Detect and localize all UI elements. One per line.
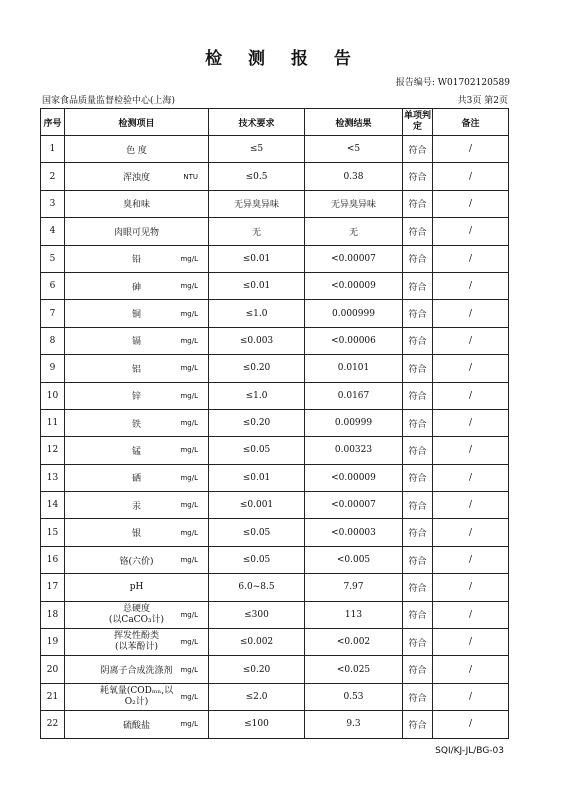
judgement-cell: 符合 <box>403 711 433 738</box>
item-unit: mg/L <box>180 528 198 537</box>
item-name <box>132 334 141 347</box>
table-row <box>41 382 509 409</box>
result-cell: 7.97 <box>305 574 403 601</box>
item-name-line: 铬(六价) <box>119 556 154 567</box>
result-cell: <0.025 <box>305 656 403 683</box>
judgement-cell: 符合 <box>403 519 433 546</box>
item-name-line: 锰 <box>131 446 141 457</box>
table-row <box>41 190 509 217</box>
judgement-cell: 符合 <box>403 355 433 382</box>
requirement-cell: ≤0.002 <box>209 629 305 656</box>
table-row <box>41 437 509 464</box>
row-number: 13 <box>41 464 65 491</box>
item-name <box>123 197 150 210</box>
result-cell: <0.00009 <box>305 464 403 491</box>
judgement-cell: 符合 <box>403 272 433 299</box>
item-name <box>130 582 144 592</box>
table-row <box>41 136 509 163</box>
table-row <box>41 546 509 573</box>
item-unit: mg/L <box>180 665 198 674</box>
item-name-line: 砷 <box>131 282 141 293</box>
header-item: 检测项目 <box>65 109 209 136</box>
page-info: 共3页 第2页 <box>457 96 508 106</box>
result-cell: 无异臭异味 <box>305 190 403 217</box>
result-cell: 0.0167 <box>305 382 403 409</box>
table-row <box>41 683 509 710</box>
header-result: 检测结果 <box>305 109 403 136</box>
row-number: 22 <box>41 711 65 738</box>
requirement-cell: ≤0.20 <box>209 355 305 382</box>
note-cell: / <box>433 683 509 710</box>
note-cell: / <box>433 409 509 436</box>
item-name-cell <box>65 218 209 245</box>
note-cell: / <box>433 574 509 601</box>
judgement-cell: 符合 <box>403 683 433 710</box>
item-unit: mg/L <box>180 391 198 400</box>
item-name-line-2: O₂计) <box>124 697 149 707</box>
item-name-cell <box>65 656 209 683</box>
header-requirement: 技术要求 <box>209 109 305 136</box>
result-cell: 0.53 <box>305 683 403 710</box>
requirement-cell: ≤100 <box>209 711 305 738</box>
result-cell: <0.00007 <box>305 492 403 519</box>
item-unit: NTU <box>183 172 198 181</box>
result-cell: 0.38 <box>305 163 403 190</box>
requirement-cell: ≤0.01 <box>209 272 305 299</box>
requirement-cell: 无异臭异味 <box>209 190 305 217</box>
item-name <box>132 417 141 430</box>
requirement-cell: ≤0.20 <box>209 656 305 683</box>
row-number: 15 <box>41 519 65 546</box>
item-name-line: 色 度 <box>126 145 147 156</box>
header-no: 序号 <box>41 109 65 136</box>
row-number: 2 <box>41 163 65 190</box>
table-row <box>41 245 509 272</box>
item-name-cell <box>65 245 209 272</box>
note-cell: / <box>433 656 509 683</box>
requirement-cell: ≤0.001 <box>209 492 305 519</box>
item-name <box>114 631 159 653</box>
row-number: 1 <box>41 136 65 163</box>
item-unit: mg/L <box>180 720 198 729</box>
result-cell: <0.002 <box>305 629 403 656</box>
organization-name: 国家食品质量监督检验中心(上海) <box>42 96 176 106</box>
item-name <box>100 663 172 676</box>
item-name-cell <box>65 355 209 382</box>
item-name-line: 银 <box>131 529 141 540</box>
report-number: 报告编号: W01702120589 <box>395 78 510 88</box>
requirement-cell: ≤0.05 <box>209 546 305 573</box>
table-row <box>41 409 509 436</box>
item-name-line: pH <box>129 582 144 593</box>
result-cell: 0.000999 <box>305 300 403 327</box>
table-row <box>41 163 509 190</box>
item-name-cell <box>65 464 209 491</box>
requirement-cell: ≤0.01 <box>209 245 305 272</box>
item-name-cell <box>65 437 209 464</box>
requirement-cell: ≤0.20 <box>209 409 305 436</box>
note-cell: / <box>433 163 509 190</box>
note-cell: / <box>433 546 509 573</box>
item-unit: mg/L <box>180 446 198 455</box>
item-unit: mg/L <box>180 638 198 647</box>
result-cell: <0.00003 <box>305 519 403 546</box>
item-unit: mg/L <box>180 419 198 428</box>
item-name <box>132 471 141 484</box>
requirement-cell: ≤0.003 <box>209 327 305 354</box>
item-unit: mg/L <box>180 282 198 291</box>
item-name <box>114 225 159 238</box>
result-cell: <5 <box>305 136 403 163</box>
note-cell: / <box>433 711 509 738</box>
item-name-cell <box>65 409 209 436</box>
requirement-cell: ≤1.0 <box>209 382 305 409</box>
row-number: 4 <box>41 218 65 245</box>
item-name-cell <box>65 327 209 354</box>
result-cell: 0.0101 <box>305 355 403 382</box>
note-cell: / <box>433 601 509 628</box>
note-cell: / <box>433 272 509 299</box>
note-cell: / <box>433 629 509 656</box>
table-row <box>41 629 509 656</box>
table-row <box>41 601 509 628</box>
table-row <box>41 272 509 299</box>
judgement-cell: 符合 <box>403 492 433 519</box>
item-unit: mg/L <box>180 693 198 701</box>
result-cell: 113 <box>305 601 403 628</box>
judgement-cell: 符合 <box>403 218 433 245</box>
item-unit: mg/L <box>180 556 198 565</box>
row-number: 17 <box>41 574 65 601</box>
row-number: 14 <box>41 492 65 519</box>
note-cell: / <box>433 519 509 546</box>
row-number: 21 <box>41 683 65 710</box>
requirement-cell: ≤0.05 <box>209 519 305 546</box>
item-name-line: 铅 <box>131 255 141 266</box>
row-number: 6 <box>41 272 65 299</box>
item-name-cell <box>65 546 209 573</box>
requirement-cell: ≤1.0 <box>209 300 305 327</box>
judgement-cell: 符合 <box>403 245 433 272</box>
item-name-line: 硒 <box>131 474 141 485</box>
header-judgement: 单项判定 <box>403 109 433 136</box>
result-cell: <0.00006 <box>305 327 403 354</box>
table-row <box>41 327 509 354</box>
item-name-line: 臭和味 <box>122 200 150 211</box>
item-name-line: 锌 <box>131 392 141 403</box>
note-cell: / <box>433 300 509 327</box>
note-cell: / <box>433 382 509 409</box>
item-unit: mg/L <box>180 610 198 619</box>
result-cell: <0.00009 <box>305 272 403 299</box>
result-cell: 0.00999 <box>305 409 403 436</box>
item-name <box>119 554 153 567</box>
judgement-cell: 符合 <box>403 409 433 436</box>
note-cell: / <box>433 464 509 491</box>
table-row <box>41 355 509 382</box>
table-row <box>41 464 509 491</box>
row-number: 5 <box>41 245 65 272</box>
header-note: 备注 <box>433 109 509 136</box>
item-name <box>100 686 173 708</box>
item-name <box>132 526 141 539</box>
item-name-cell <box>65 629 209 656</box>
requirement-cell: ≤5 <box>209 136 305 163</box>
requirement-cell: 6.0~8.5 <box>209 574 305 601</box>
table-row <box>41 492 509 519</box>
item-name-cell <box>65 272 209 299</box>
judgement-cell: 符合 <box>403 136 433 163</box>
item-name <box>132 499 141 512</box>
item-unit: mg/L <box>180 364 198 373</box>
requirement-cell: 无 <box>209 218 305 245</box>
item-unit: mg/L <box>180 254 198 263</box>
item-unit: mg/L <box>180 336 198 345</box>
note-cell: / <box>433 136 509 163</box>
item-name <box>132 389 141 402</box>
results-table <box>40 108 509 739</box>
judgement-cell: 符合 <box>403 574 433 601</box>
table-row <box>41 218 509 245</box>
item-name-line: 硫酸盐 <box>122 720 150 731</box>
row-number: 7 <box>41 300 65 327</box>
note-cell: / <box>433 218 509 245</box>
item-name <box>126 143 147 156</box>
item-name-line: 铜 <box>131 310 141 321</box>
note-cell: / <box>433 190 509 217</box>
row-number: 8 <box>41 327 65 354</box>
item-name-cell <box>65 601 209 628</box>
requirement-cell: ≤300 <box>209 601 305 628</box>
requirement-cell: ≤0.5 <box>209 163 305 190</box>
table-row <box>41 656 509 683</box>
result-cell: <0.005 <box>305 546 403 573</box>
judgement-cell: 符合 <box>403 382 433 409</box>
item-name-line: 肉眼可见物 <box>113 227 159 238</box>
item-name-cell <box>65 300 209 327</box>
table-row <box>41 300 509 327</box>
judgement-cell: 符合 <box>403 163 433 190</box>
row-number: 3 <box>41 190 65 217</box>
row-number: 19 <box>41 629 65 656</box>
result-cell: 0.00323 <box>305 437 403 464</box>
requirement-cell: ≤2.0 <box>209 683 305 710</box>
item-name-line: 总硬度 <box>122 603 150 614</box>
table-row <box>41 711 509 738</box>
item-name-cell <box>65 136 209 163</box>
row-number: 20 <box>41 656 65 683</box>
judgement-cell: 符合 <box>403 629 433 656</box>
item-name <box>123 718 150 731</box>
report-title: 检 测 报 告 <box>205 49 361 69</box>
item-name-cell <box>65 711 209 738</box>
row-number: 16 <box>41 546 65 573</box>
item-name-line: 挥发性酚类 <box>113 631 159 642</box>
result-cell: 9.3 <box>305 711 403 738</box>
judgement-cell: 符合 <box>403 601 433 628</box>
row-number: 12 <box>41 437 65 464</box>
item-unit: mg/L <box>180 501 198 510</box>
item-name-line: 汞 <box>131 501 141 512</box>
judgement-cell: 符合 <box>403 300 433 327</box>
item-name-line: 铝 <box>131 364 141 375</box>
item-name-cell <box>65 683 209 710</box>
table-row <box>41 519 509 546</box>
item-name <box>123 170 150 183</box>
item-name-cell <box>65 190 209 217</box>
item-name <box>132 362 141 375</box>
item-name-line: 阴离子合成洗涤剂 <box>100 666 173 677</box>
item-name-cell <box>65 492 209 519</box>
item-name-line: 耗氧量(CODₘₙ,以 <box>99 686 174 696</box>
item-name-line: 铁 <box>131 419 141 430</box>
item-name-cell <box>65 519 209 546</box>
item-name <box>132 252 141 265</box>
requirement-cell: ≤0.01 <box>209 464 305 491</box>
table-row <box>41 574 509 601</box>
judgement-cell: 符合 <box>403 437 433 464</box>
item-name <box>132 444 141 457</box>
item-unit: mg/L <box>180 473 198 482</box>
judgement-cell: 符合 <box>403 464 433 491</box>
judgement-cell: 符合 <box>403 327 433 354</box>
note-cell: / <box>433 492 509 519</box>
item-name-cell <box>65 163 209 190</box>
row-number: 11 <box>41 409 65 436</box>
note-cell: / <box>433 437 509 464</box>
row-number: 10 <box>41 382 65 409</box>
row-number: 9 <box>41 355 65 382</box>
judgement-cell: 符合 <box>403 190 433 217</box>
item-name-line: 镉 <box>131 337 141 348</box>
item-name-line-2: (以苯酚计) <box>114 642 158 653</box>
result-cell: 无 <box>305 218 403 245</box>
row-number: 18 <box>41 601 65 628</box>
note-cell: / <box>433 327 509 354</box>
note-cell: / <box>433 245 509 272</box>
item-name-cell <box>65 382 209 409</box>
requirement-cell: ≤0.05 <box>209 437 305 464</box>
item-unit: mg/L <box>180 309 198 318</box>
item-name-line-2: (以CaCO₃计) <box>108 614 165 625</box>
item-name-line: 浑浊度 <box>122 173 150 184</box>
table-header-row <box>41 109 509 136</box>
form-code: SQI/KJ-JL/BG-03 <box>435 746 504 756</box>
item-name <box>132 280 141 293</box>
note-cell: / <box>433 355 509 382</box>
item-name <box>109 604 164 626</box>
judgement-cell: 符合 <box>403 656 433 683</box>
judgement-cell: 符合 <box>403 546 433 573</box>
item-name <box>132 307 141 320</box>
item-name-cell <box>65 574 209 601</box>
result-cell: <0.00007 <box>305 245 403 272</box>
